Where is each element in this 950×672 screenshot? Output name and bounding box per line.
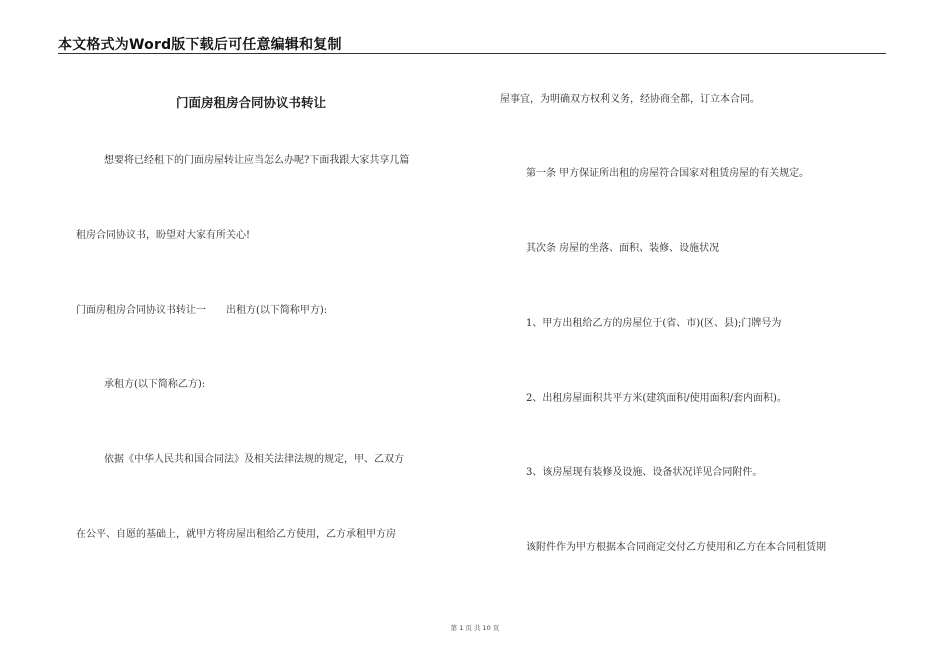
right-paragraph-line: 1、甲方出租给乙方的房屋位于(省、市)(区、县);门牌号为 xyxy=(526,318,782,329)
right-paragraph-line: 该附件作为甲方根据本合同商定交付乙方使用和乙方在本合同租赁期 xyxy=(526,542,826,553)
page-number: 第 1 页 共 10 页 xyxy=(450,624,500,632)
right-paragraph-line: 3、该房屋现有装修及设施、设备状况详见合同附件。 xyxy=(526,467,763,478)
right-paragraph-line: 其次条 房屋的坐落、面积、装修、设施状况 xyxy=(526,243,720,254)
right-paragraph-line: 2、出租房屋面积共平方米(建筑面积/使用面积/套内面积)。 xyxy=(526,393,787,404)
document-title: 门面房租房合同协议书转让 xyxy=(176,95,327,110)
left-paragraph-line: 想要将已经租下的门面房屋转让应当怎么办呢?下面我跟大家共享几篇 xyxy=(104,155,410,166)
left-paragraph-line: 租房合同协议书，盼望对大家有所关心! xyxy=(76,230,251,241)
right-paragraph-line: 屋事宜，为明确双方权利义务，经协商全都，订立本合同。 xyxy=(500,94,760,105)
right-paragraph-line: 第一条 甲方保证所出租的房屋符合国家对租赁房屋的有关规定。 xyxy=(526,168,810,179)
left-paragraph-line: 门面房租房合同协议书转让一 出租方(以下简称甲方): xyxy=(76,305,328,316)
header-banner: 本文格式为Word版下载后可任意编辑和复制 xyxy=(58,37,342,53)
left-paragraph-line: 承租方(以下简称乙方): xyxy=(104,379,206,390)
left-paragraph-line: 在公平、自愿的基础上，就甲方将房屋出租给乙方使用，乙方承租甲方房 xyxy=(76,529,396,540)
header-divider xyxy=(58,53,886,54)
left-paragraph-line: 依据《中华人民共和国合同法》及相关法律法规的规定，甲、乙双方 xyxy=(104,454,404,465)
